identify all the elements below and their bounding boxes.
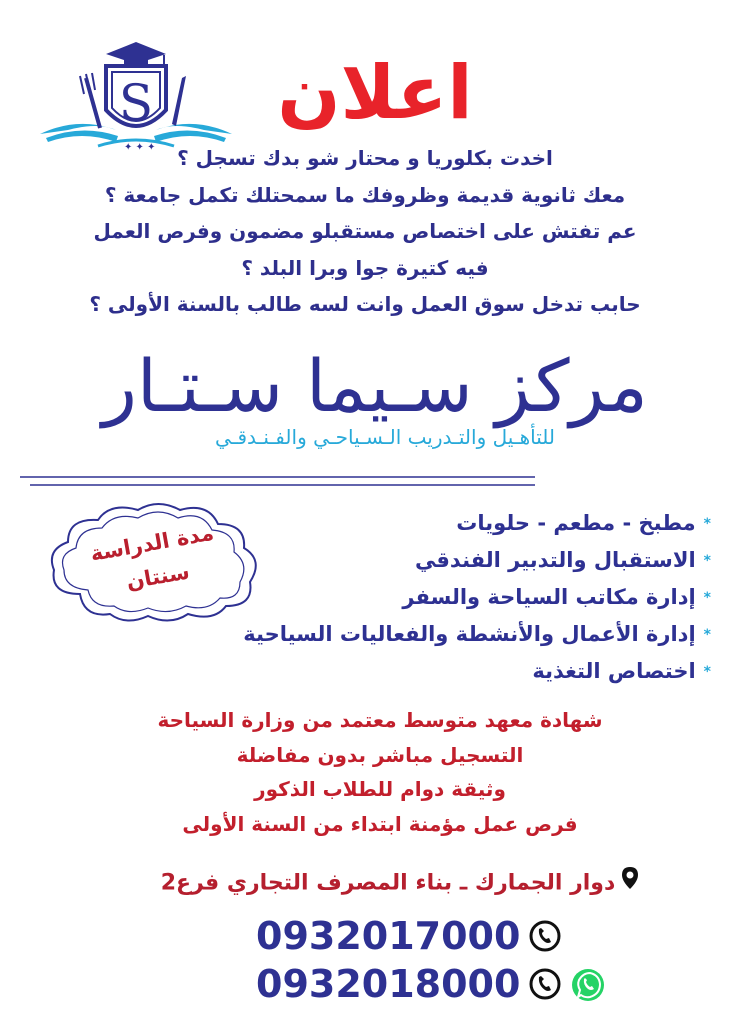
questions-block [70,140,660,323]
divider [20,472,535,484]
svg-text:✦ ✦ ✦: ✦ ✦ ✦ [124,142,156,153]
list-item [221,542,711,579]
hotel-school-crest-icon [38,38,234,156]
question-line: فيه كتيرة جوا وبرا البلد ؟ [241,255,489,280]
programs-list [221,505,711,690]
duration-label: مدة الدراسة [88,520,216,566]
duration-value: سنتان [124,559,192,595]
question-line: حابب تدخل سوق العمل وانت لسه طالب بالسنة الأولى ؟ [89,292,641,316]
bullet-icon: * [703,516,711,532]
phone-number[interactable]: 0932017000 [256,914,521,958]
program-label: اختصاص التغذية [532,659,696,683]
center-name: مركز سـيما سـتـار [102,344,648,428]
list-item [221,653,711,690]
question-line: معك ثانوية قديمة وظروفك ما سمحتلك تكمل جامعة ؟ [104,182,626,207]
question-line: اخدت بكلوريا و محتار شو بدك تسجل ؟ [177,146,553,170]
bullet-icon: * [703,553,711,569]
logo [38,38,234,156]
question-line: عم تفتش على اختصاص مستقبلو مضمون وفرص العمل [93,219,637,243]
center-subtitle: للتأهـيل والتـدريب الـسـياحـي والفـنـدقـي [214,425,556,449]
benefit-line: شهادة معهد متوسط معتمد من وزارة السياحة [157,708,603,732]
benefit-line: التسجيل مباشر بدون مفاضلة [236,742,524,767]
phone-row-2 [256,962,676,1006]
phone-icon [528,967,562,1001]
phone-number[interactable]: 0932018000 [256,962,521,1006]
address-text: دوار الجمارك ـ بناء المصرف التجاري فرع2 [160,870,616,896]
benefit-line: وثيقة دوام للطلاب الذكور [254,777,506,801]
benefits-block [110,703,650,841]
program-label: إدارة مكاتب السياحة والسفر [402,585,696,609]
headline: اعلان [277,50,473,136]
list-item [221,579,711,616]
bullet-icon: * [703,590,711,606]
phone-row-1 [256,914,676,958]
bullet-icon: * [703,627,711,643]
list-item [221,616,711,653]
bullet-icon: * [703,664,711,680]
logo-letter: S [118,74,154,132]
location-pin-icon [621,866,639,901]
program-label: مطبخ - مطعم - حلويات [456,511,696,535]
whatsapp-icon [570,967,604,1001]
phone-icon [528,919,562,953]
program-label: الاستقبال والتدبير الفندقي [414,548,696,572]
address [120,866,680,901]
list-item [221,505,711,542]
program-label: إدارة الأعمال والأنشطة والفعاليات السياحية [243,622,696,646]
benefit-line: فرص عمل مؤمنة ابتداء من السنة الأولى [182,811,578,836]
